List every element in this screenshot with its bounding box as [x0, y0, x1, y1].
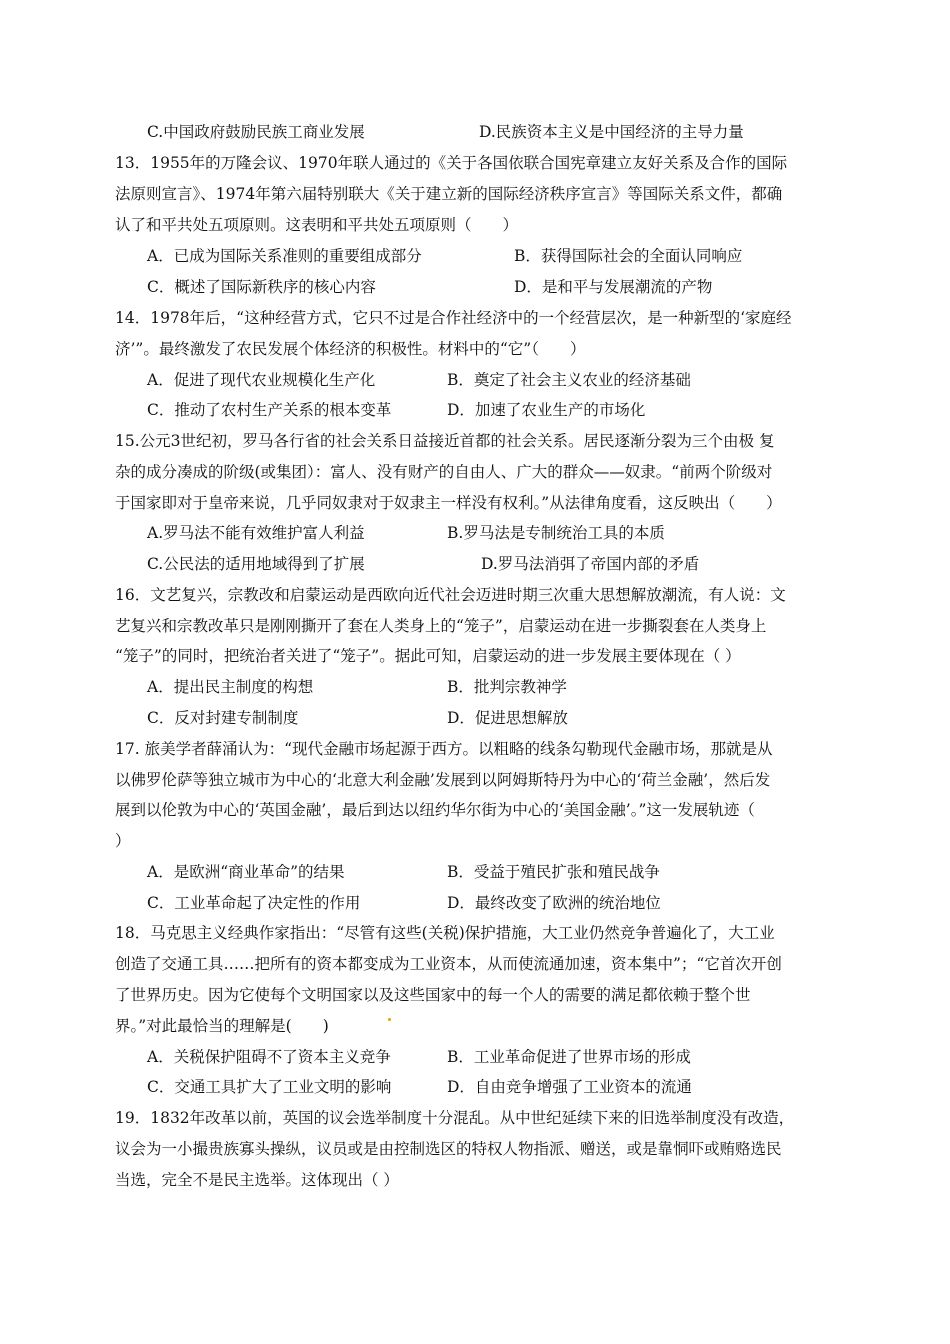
q19-stem-line-1: 19．1832年改革以前，英国的议会选举制度十分混乱。从中世纪延续下来的旧选举制度没有改造， — [115, 1109, 795, 1127]
q14-option-a: A．促进了现代农业规模化生产化 — [147, 371, 376, 389]
q16-stem-line-3: “笼子”的同时，把统治者关进了“笼子”。据此可知，启蒙运动的进一步发展主要体现在（ ） — [115, 647, 741, 665]
q13-option-b: B．获得国际社会的全面认同响应 — [514, 247, 743, 265]
q13-option-c: C．概述了国际新秩序的核心内容 — [147, 278, 376, 296]
q16-stem-line-2: 艺复兴和宗教改革只是刚刚撕开了套在人类身上的“笼子”，启蒙运动在进一步撕裂套在人类身上 — [115, 617, 767, 635]
q19-stem-line-2: 议会为一小撮贵族寡头操纵，议员或是由控制选区的特权人物指派、赠送，或是靠恫吓或贿赂选民 — [115, 1140, 782, 1158]
q16-stem-line-1: 16．文艺复兴，宗教改和启蒙运动是西欧向近代社会迈进时期三次重大思想解放潮流，有人说：文 — [115, 586, 786, 604]
q15-stem-line-3: 于国家即对于皇帝来说，几乎同奴隶对于奴隶主一样没有权利。”从法律角度看，这反映出（ ） — [115, 494, 782, 512]
q17-option-a: A．是欧洲“商业革命”的结果 — [147, 863, 345, 881]
q15-option-c: C.公民法的适用地域得到了扩展 — [147, 555, 365, 573]
q17-stem-line-2: 以佛罗伦萨等独立城市为中心的‘北意大利金融’发展到以阿姆斯特丹为中心的‘荷兰金融’，然后发 — [115, 771, 771, 789]
q18-stem-line-1: 18．马克思主义经典作家指出：“尽管有这些(关税)保护措施，大工业仍然竞争普遍化了，大工业 — [115, 924, 775, 942]
q13-stem-line-2: 法原则宣言》、1974年第六届特别联大《关于建立新的国际经济秩序宣言》等国际关系文件，都确 — [115, 185, 783, 203]
q17-stem-line-4: ） — [115, 832, 131, 850]
q17-option-d: D．最终改变了欧洲的统治地位 — [447, 894, 661, 912]
q12-option-d: D.民族资本主义是中国经济的主导力量 — [479, 123, 744, 141]
q18-stem-line-2: 创造了交通工具……把所有的资本都变成为工业资本，从而使流通加速，资本集中”；“它首次开创 — [115, 955, 782, 973]
q16-option-d: D．促进思想解放 — [447, 709, 568, 727]
q15-stem-line-2: 杂的成分凑成的阶级(或集团）：富人、没有财产的自由人、广大的群众——奴隶。“前两个阶级对 — [115, 463, 773, 481]
q17-option-b: B．受益于殖民扩张和殖民战争 — [447, 863, 660, 881]
q14-option-d: D．加速了农业生产的市场化 — [447, 401, 646, 419]
q14-option-c: C．推动了农村生产关系的根本变革 — [147, 401, 392, 419]
q18-option-b: B．工业革命促进了世界市场的形成 — [447, 1048, 691, 1066]
q15-option-b: B.罗马法是专制统治工具的本质 — [447, 524, 665, 542]
q16-option-b: B．批判宗教神学 — [447, 678, 567, 696]
q17-stem-line-3: 展到以伦敦为中心的‘英国金融’，最后到达以纽约华尔街为中心的‘美国金融’。”这一发展轨迹（ — [115, 801, 755, 819]
q18-option-a: A．关税保护阻碍不了资本主义竞争 — [147, 1048, 391, 1066]
q18-stem-line-3: 了世界历史。因为它使每个文明国家以及这些国家中的每一个人的需要的满足都依赖于整个世 — [115, 986, 751, 1004]
q15-option-a: A.罗马法不能有效维护富人利益 — [147, 524, 365, 542]
q17-option-c: C．工业革命起了决定性的作用 — [147, 894, 361, 912]
q13-stem-line-3: 认了和平共处五项原则。这表明和平共处五项原则（ ） — [115, 216, 519, 234]
q14-stem-line-1: 14．1978年后，“这种经营方式，它只不过是合作社经济中的一个经营层次，是一种新型的‘家庭经 — [115, 309, 792, 327]
q18-option-c: C．交通工具扩大了工业文明的影响 — [147, 1078, 392, 1096]
q15-stem-line-1: 15.公元3世纪初，罗马各行省的社会关系日益接近首都的社会关系。居民逐渐分裂为三个由极 复 — [115, 432, 775, 450]
q17-stem-line-1: 17. 旅美学者薛涌认为：“现代金融市场起源于西方。以粗略的线条勾勒现代金融市场，那就是从 — [115, 740, 773, 758]
q14-stem-line-2: 济’”。最终激发了农民发展个体经济的积极性。材料中的“它”（ ） — [115, 340, 586, 358]
q14-option-b: B．奠定了社会主义农业的经济基础 — [447, 371, 691, 389]
q16-option-a: A．提出民主制度的构想 — [147, 678, 314, 696]
q13-option-a: A．已成为国际关系准则的重要组成部分 — [147, 247, 422, 265]
q16-option-c: C．反对封建专制制度 — [147, 709, 299, 727]
q18-option-d: D．自由竞争增强了工业资本的流通 — [447, 1078, 692, 1096]
q13-option-d: D．是和平与发展潮流的产物 — [514, 278, 713, 296]
stray-dot-mark — [388, 1018, 391, 1021]
q13-stem-line-1: 13．1955年的万隆会议、1970年联人通过的《关于各国依联合国宪章建立友好关系及合作的国际 — [115, 154, 788, 172]
q19-stem-line-3: 当选，完全不是民主选举。这体现出（ ） — [115, 1171, 399, 1189]
q15-option-d: D.罗马法消弭了帝国内部的矛盾 — [481, 555, 700, 573]
q18-stem-line-4: 界。”对此最恰当的理解是( ) — [115, 1017, 329, 1035]
q12-option-c: C.中国政府鼓励民族工商业发展 — [147, 123, 365, 141]
